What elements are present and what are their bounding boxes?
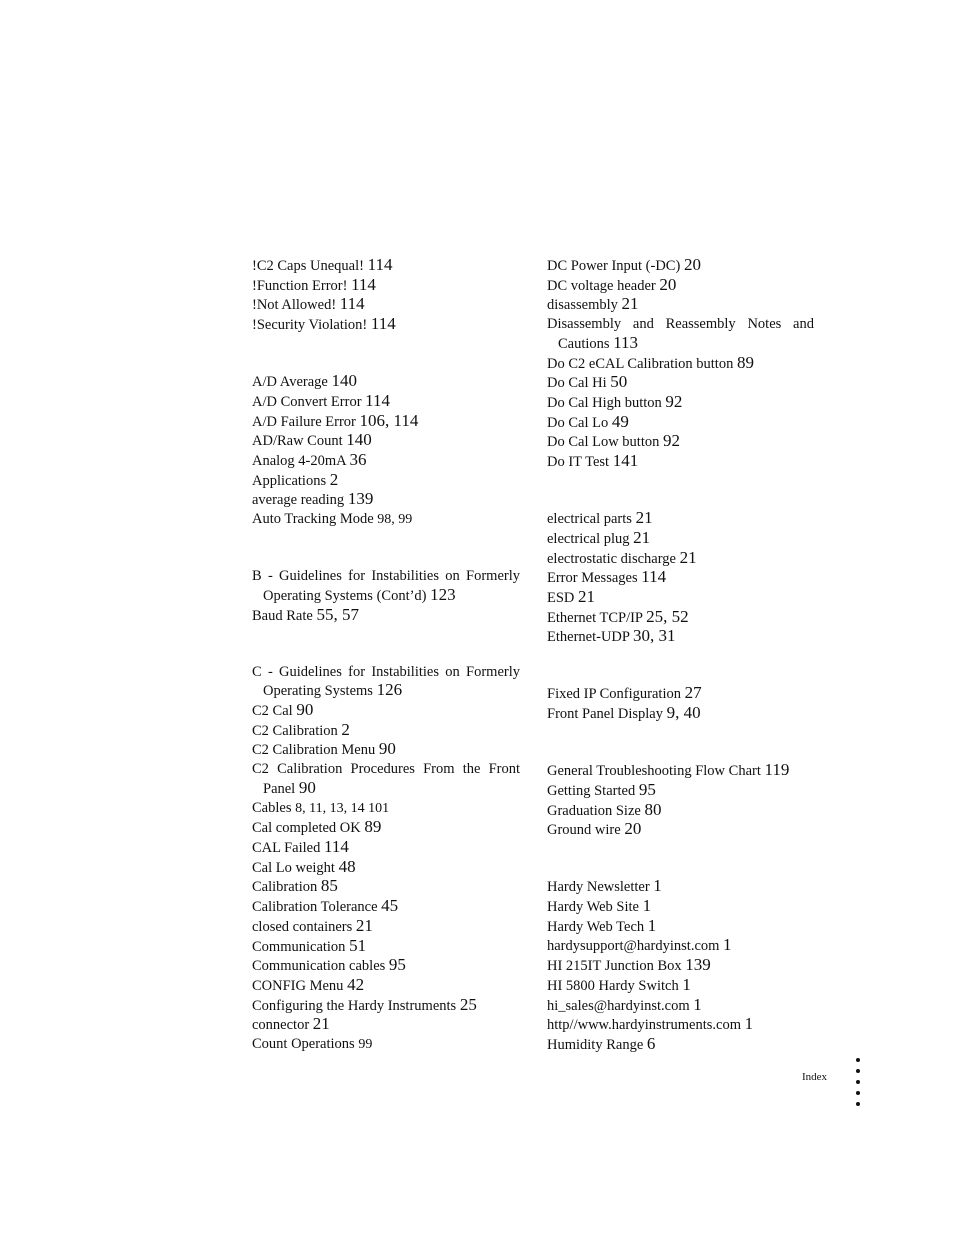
index-entry [547, 1035, 814, 1055]
index-entry [252, 858, 520, 878]
index-entry [252, 799, 520, 819]
index-entry [547, 781, 814, 801]
index-page-ref: 21 [578, 586, 596, 606]
index-entry [547, 877, 814, 897]
index-entry [547, 509, 814, 529]
index-page-ref: 20 [659, 274, 677, 294]
index-page-ref: 95 [638, 779, 656, 799]
index-term: CONFIG Menu [252, 977, 344, 994]
index-term: Communication [252, 938, 346, 955]
index-entry [547, 373, 814, 393]
index-entry [547, 568, 814, 588]
index-page-ref: 25, 52 [646, 606, 689, 626]
index-entry [252, 663, 520, 701]
index-entry [252, 471, 520, 491]
index-entry [547, 588, 814, 608]
index-term: Do Cal Hi [547, 375, 607, 392]
index-page-ref: 1 [642, 896, 652, 916]
index-entry [547, 608, 814, 628]
index-term: Fixed IP Configuration [547, 686, 681, 703]
index-term: Applications [252, 472, 327, 489]
index-entry [547, 452, 814, 472]
index-term: Disassembly and Reassembly Notes and Cautions [547, 316, 814, 352]
index-term: DC voltage header [547, 277, 656, 294]
index-entry [252, 917, 520, 937]
index-entry [547, 684, 814, 704]
index-page-ref: 99 [358, 1037, 373, 1053]
index-column-right [547, 256, 814, 1055]
index-term: hardysupport@hardyinst.com [547, 938, 720, 955]
index-page-ref: 114 [365, 390, 391, 410]
index-entry [252, 818, 520, 838]
index-term: Hardy Web Tech [547, 918, 645, 935]
index-term: Configuring the Hardy Instruments [252, 997, 457, 1014]
index-gap [547, 472, 814, 491]
index-page-ref: 21 [679, 547, 697, 567]
index-page-ref: 92 [665, 391, 683, 411]
index-term: hi_sales@hardyinst.com [547, 997, 690, 1014]
index-entry [252, 760, 520, 798]
index-term: disassembly [547, 297, 618, 314]
index-term: Front Panel Display [547, 706, 663, 723]
index-term: Graduation Size [547, 802, 641, 819]
index-entry [547, 413, 814, 433]
index-page-ref: 50 [610, 372, 628, 392]
index-gap [547, 840, 814, 859]
index-gap [252, 549, 520, 568]
index-entry [252, 510, 520, 530]
index-term: ESD [547, 589, 575, 606]
index-gap [547, 647, 814, 666]
index-entry [252, 976, 520, 996]
index-term: Do Cal Lo [547, 414, 609, 431]
index-term: General Troubleshooting Flow Chart [547, 763, 761, 780]
index-page-ref: 1 [647, 915, 657, 935]
index-term: closed containers [252, 918, 353, 935]
index-entry [252, 451, 520, 471]
index-page-ref: 1 [723, 935, 732, 955]
index-page-ref: 21 [621, 294, 639, 314]
index-entry [547, 549, 814, 569]
index-page-ref: 126 [376, 680, 403, 700]
index-entry [252, 295, 520, 315]
index-entry [547, 917, 814, 937]
index-page-ref: 51 [349, 935, 367, 955]
index-page-ref: 27 [684, 683, 702, 703]
index-term: C2 Calibration Procedures From the Front Panel [252, 761, 520, 797]
index-page-ref: 114 [339, 294, 365, 314]
index-term: Hardy Newsletter [547, 879, 650, 896]
index-term: Calibration [252, 879, 318, 896]
index-term: Cal completed OK [252, 820, 361, 837]
index-term: electrostatic discharge [547, 550, 676, 567]
index-entry [252, 721, 520, 741]
index-term: A/D Average [252, 374, 328, 391]
index-term: !Not Allowed! [252, 297, 337, 314]
index-page-ref: 2 [341, 719, 350, 739]
index-gap [547, 666, 814, 685]
index-entry [252, 392, 520, 412]
index-page-ref: 1 [653, 876, 662, 896]
index-page-ref: 95 [388, 955, 406, 975]
index-gap [547, 724, 814, 743]
index-entry [252, 877, 520, 897]
index-term: Communication cables [252, 958, 386, 975]
index-entry [252, 412, 520, 432]
index-entry [252, 431, 520, 451]
index-term: Ethernet-UDP [547, 629, 630, 646]
index-page-ref: 92 [663, 431, 680, 451]
index-page-ref: 6 [646, 1034, 656, 1053]
index-page-ref: 90 [378, 739, 396, 759]
index-term: Cal Lo weight [252, 859, 335, 876]
index-entry [252, 606, 520, 626]
index-entry [252, 996, 520, 1016]
index-page-ref: 80 [644, 799, 662, 819]
index-term: Hardy Web Site [547, 899, 639, 916]
index-entry [252, 897, 520, 917]
index-page-ref: 21 [633, 527, 651, 547]
index-page-ref: 114 [367, 255, 393, 274]
index-page-ref: 113 [613, 332, 639, 352]
index-term: Analog 4-20mA [252, 453, 346, 469]
index-page-ref: 42 [347, 974, 365, 994]
index-term: Baud Rate [252, 607, 313, 624]
index-entry [252, 490, 520, 510]
index-term: Ethernet TCP/IP [547, 609, 643, 626]
index-entry [547, 529, 814, 549]
index-entry [547, 393, 814, 413]
index-term: Error Messages [547, 570, 638, 587]
index-term: Do Cal Low button [547, 434, 660, 451]
index-page-ref: 36 [349, 450, 367, 469]
index-page-ref: 9, 40 [666, 703, 701, 723]
index-page-ref: 25 [459, 994, 477, 1014]
index-page-ref: 1 [744, 1014, 754, 1034]
index-entry [547, 354, 814, 374]
index-entry [252, 315, 520, 335]
index-gap [252, 644, 520, 663]
index-page-ref: 123 [430, 584, 456, 604]
index-term: !C2 Caps Unequal! [252, 258, 364, 274]
index-gap [252, 625, 520, 644]
index-page-ref: 49 [611, 411, 629, 431]
index-entry [547, 956, 814, 976]
index-page-ref: 140 [346, 430, 372, 450]
index-entry [252, 701, 520, 721]
index-page-ref: 114 [641, 567, 667, 587]
index-page-ref: 55, 57 [316, 604, 359, 624]
index-entry [547, 315, 814, 353]
index-term: Auto Tracking Mode [252, 511, 374, 528]
index-term: average reading [252, 492, 345, 509]
index-page-ref: 98, 99 [377, 512, 413, 528]
index-page-ref: 85 [320, 876, 338, 896]
index-entry [252, 372, 520, 392]
index-entry [252, 838, 520, 858]
index-entry [547, 820, 814, 840]
index-term: C2 Calibration [252, 722, 338, 739]
index-gap [252, 335, 520, 354]
index-term: connector [252, 1017, 310, 1034]
index-entry [547, 432, 814, 452]
index-page-ref: 89 [736, 352, 754, 372]
footer-section-label: Index [802, 1071, 828, 1083]
index-term: electrical plug [547, 530, 630, 547]
footer-dots-decoration [856, 1058, 862, 1113]
index-entry [547, 801, 814, 821]
index-term: HI 5800 Hardy Switch [547, 977, 679, 994]
index-entry [252, 256, 520, 276]
index-entry [252, 567, 520, 605]
index-term: C2 Cal [252, 703, 293, 720]
index-page-ref: 141 [612, 451, 639, 471]
index-term: B - Guidelines for Instabilities on Formerly Operating Systems (Cont’d) [252, 568, 520, 604]
index-entry [252, 1035, 520, 1055]
index-page-ref: 89 [364, 817, 382, 837]
index-term: CAL Failed [252, 840, 321, 856]
index-term: C2 Calibration Menu [252, 742, 376, 759]
index-term: A/D Convert Error [252, 393, 362, 410]
index-page-ref: 21 [312, 1014, 330, 1034]
index-entry [547, 704, 814, 724]
index-term: Getting Started [547, 782, 636, 799]
index-entry [547, 256, 814, 276]
index-page-ref: 48 [338, 856, 356, 876]
index-page-ref: 20 [624, 819, 642, 839]
index-page-ref: 1 [693, 994, 702, 1014]
index-page-ref: 106, 114 [359, 410, 419, 430]
index-entry [252, 276, 520, 296]
index-entry [252, 937, 520, 957]
index-page-ref: 8, 11, 13, 14 101 [295, 800, 390, 816]
index-entry [547, 295, 814, 315]
index-page-ref: 140 [331, 371, 357, 391]
index-entry [252, 956, 520, 976]
index-term: Humidity Range [547, 1037, 644, 1053]
index-term: Ground wire [547, 822, 621, 839]
index-column-left [252, 256, 520, 1055]
index-term: HI 215IT Junction Box [547, 958, 682, 975]
index-page-ref: 114 [370, 314, 396, 334]
index-page-ref: 139 [685, 955, 711, 975]
index-entry [252, 740, 520, 760]
index-gap [547, 743, 814, 762]
index-entry [547, 627, 814, 647]
index-term: Count Operations [252, 1036, 355, 1053]
index-entry [547, 996, 814, 1016]
index-page-ref: 1 [682, 974, 691, 994]
index-term: Do IT Test [547, 454, 610, 471]
index-entry [547, 761, 814, 781]
index-page-ref: 90 [296, 700, 314, 720]
index-entry [547, 976, 814, 996]
index-term: Calibration Tolerance [252, 899, 378, 916]
index-term: Do Cal High button [547, 394, 662, 411]
index-entry [252, 1015, 520, 1035]
index-gap [252, 530, 520, 549]
index-term: !Function Error! [252, 277, 348, 294]
index-page-ref: 20 [683, 255, 701, 274]
index-term: AD/Raw Count [252, 433, 343, 450]
index-page-ref: 30, 31 [633, 626, 676, 646]
index-entry [547, 897, 814, 917]
index-page-ref: 114 [351, 274, 376, 294]
index-page-ref: 21 [355, 915, 373, 935]
index-gap [547, 859, 814, 878]
index-page-ref: 21 [635, 508, 653, 528]
index-gap [252, 354, 520, 373]
index-term: C - Guidelines for Instabilities on Formerly Operating Systems [252, 663, 520, 700]
index-page-ref: 114 [323, 837, 349, 856]
index-term: Cables [252, 799, 292, 816]
index-page-ref: 90 [298, 777, 316, 797]
index-page-ref: 139 [347, 489, 374, 509]
index-entry [547, 1015, 814, 1035]
index-entry [547, 276, 814, 296]
index-term: DC Power Input (-DC) [547, 258, 681, 274]
index-term: http//www.hardyinstruments.com [547, 1017, 741, 1034]
index-term: electrical parts [547, 511, 632, 528]
index-term: A/D Failure Error [252, 413, 356, 430]
index-page-ref: 45 [381, 896, 399, 916]
index-page-ref: 119 [764, 760, 790, 780]
index-term: !Security Violation! [252, 317, 368, 334]
index-term: Do C2 eCAL Calibration button [547, 355, 734, 372]
index-gap [547, 490, 814, 509]
index-entry [547, 936, 814, 956]
index-page-ref: 2 [329, 469, 339, 489]
